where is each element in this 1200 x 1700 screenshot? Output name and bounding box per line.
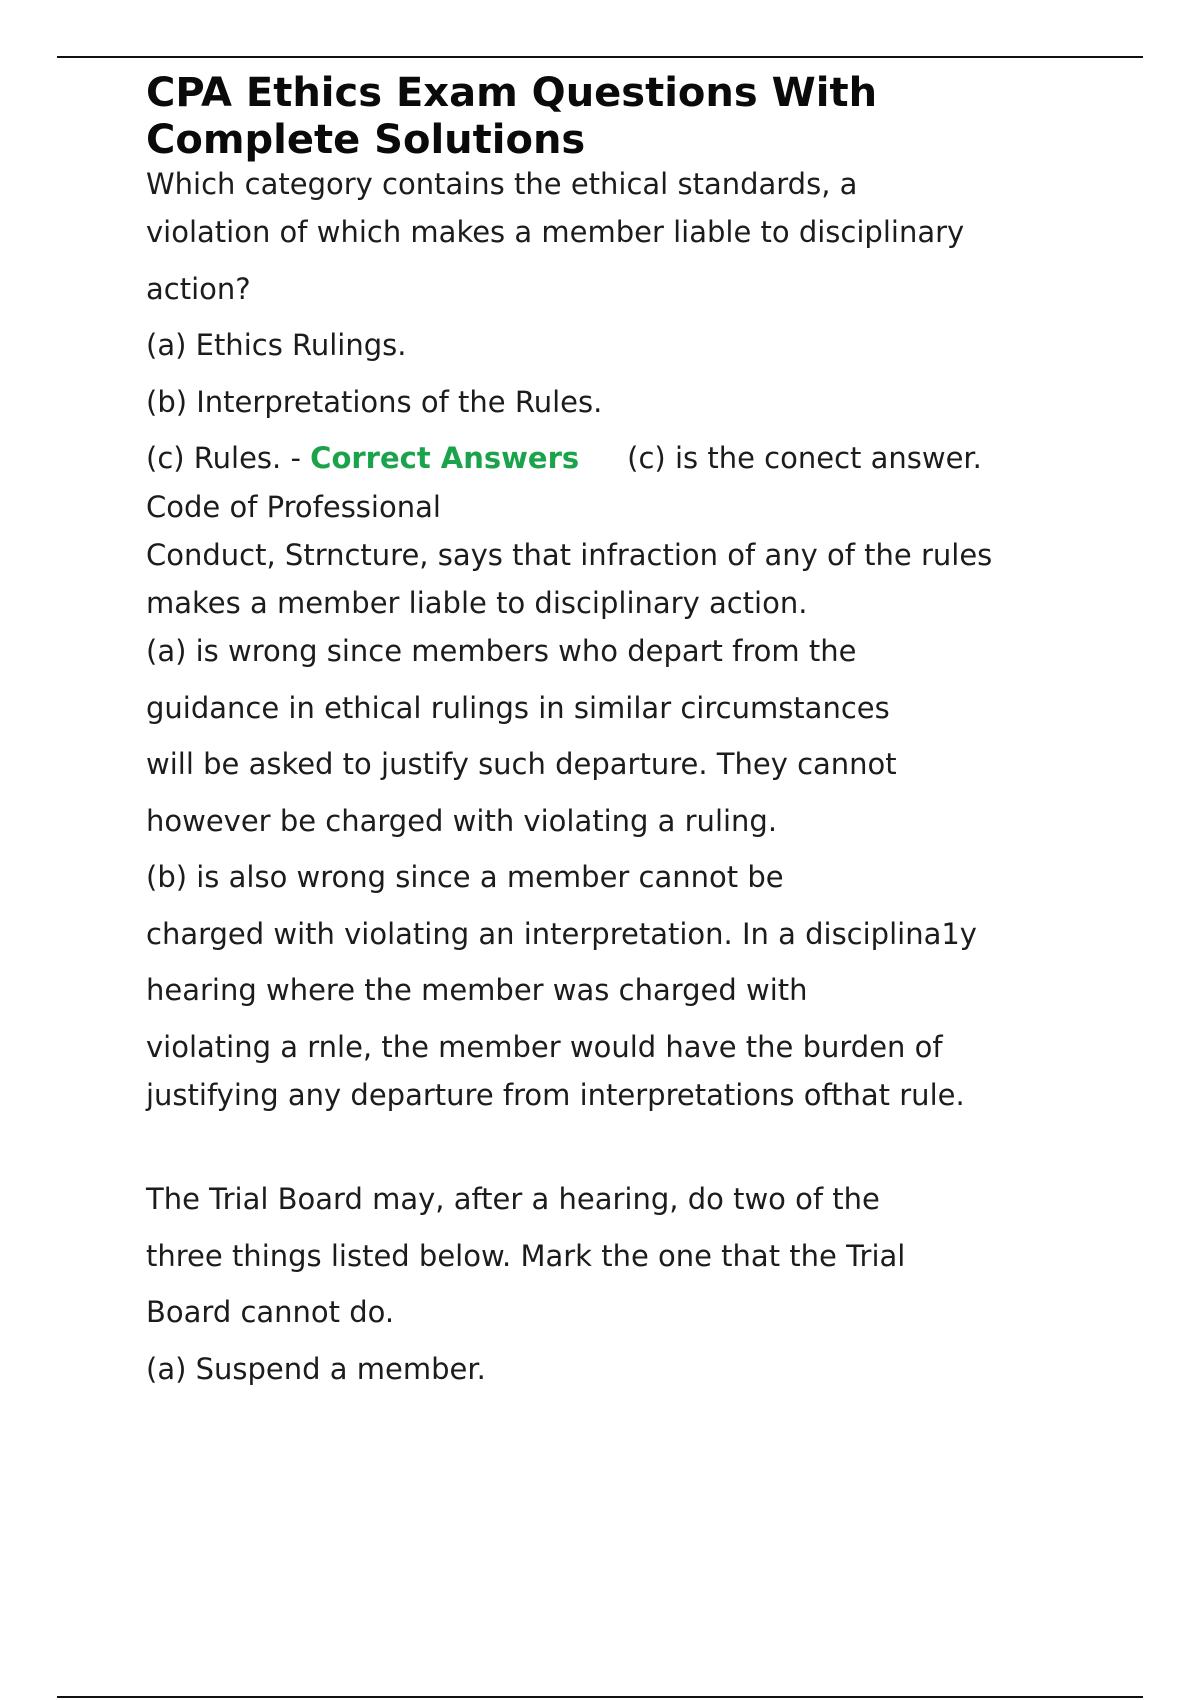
explanation-line: guidance in ethical rulings in similar circumstances (146, 690, 890, 725)
explanation-line: (a) is wrong since members who depart from the (146, 634, 857, 668)
section-gap (146, 1115, 1066, 1171)
explanation-line: Code of Professional (146, 489, 441, 524)
explanation-line: (b) is also wrong since a member cannot be (146, 860, 784, 894)
question-text-line: action? (146, 271, 251, 306)
question-text-line: Which category contains the ethical standards, a (146, 167, 858, 201)
document-title (146, 70, 1066, 164)
explanation-line: justifying any departure from interpretations ofthat rule. (146, 1078, 965, 1112)
correct-answers-label: Correct Answers (310, 441, 580, 475)
option-c: (c) Rules. - (146, 441, 311, 475)
top-rule (57, 56, 1143, 58)
document-body (146, 70, 1066, 1397)
explanation-line: will be asked to justify such departure. They cannot (146, 747, 897, 781)
answer-text: (c) is the conect answer. (627, 441, 982, 475)
explanation-line: hearing where the member was charged with (146, 973, 808, 1007)
option-b: (b) Interpretations of the Rules. (146, 384, 603, 419)
option-a: (a) Suspend a member. (146, 1351, 486, 1386)
question-1 (146, 164, 1066, 1115)
question-text-line: violation of which makes a member liable to disciplinary (146, 215, 965, 249)
explanation-line: charged with violating an interpretation. In a disciplina1y (146, 916, 977, 951)
explanation-line: Conduct, Strncture, says that infraction of any of the rules (146, 537, 993, 572)
title-line-2: Complete Solutions (146, 117, 586, 163)
question-text-line: Board cannot do. (146, 1295, 395, 1329)
explanation-line: makes a member liable to disciplinary action. (146, 586, 808, 620)
title-line-1: CPA Ethics Exam Questions With (146, 70, 878, 116)
bottom-rule (57, 1696, 1143, 1698)
question-text-line: The Trial Board may, after a hearing, do two of the (146, 1182, 880, 1216)
option-c-line (146, 430, 1066, 487)
option-a: (a) Ethics Rulings. (146, 328, 407, 362)
question-text-line: three things listed below. Mark the one that the Trial (146, 1238, 906, 1273)
question-2 (146, 1171, 1066, 1397)
explanation-line: violating a rnle, the member would have the burden of (146, 1029, 943, 1064)
explanation-line: however be charged with violating a ruling. (146, 803, 778, 838)
